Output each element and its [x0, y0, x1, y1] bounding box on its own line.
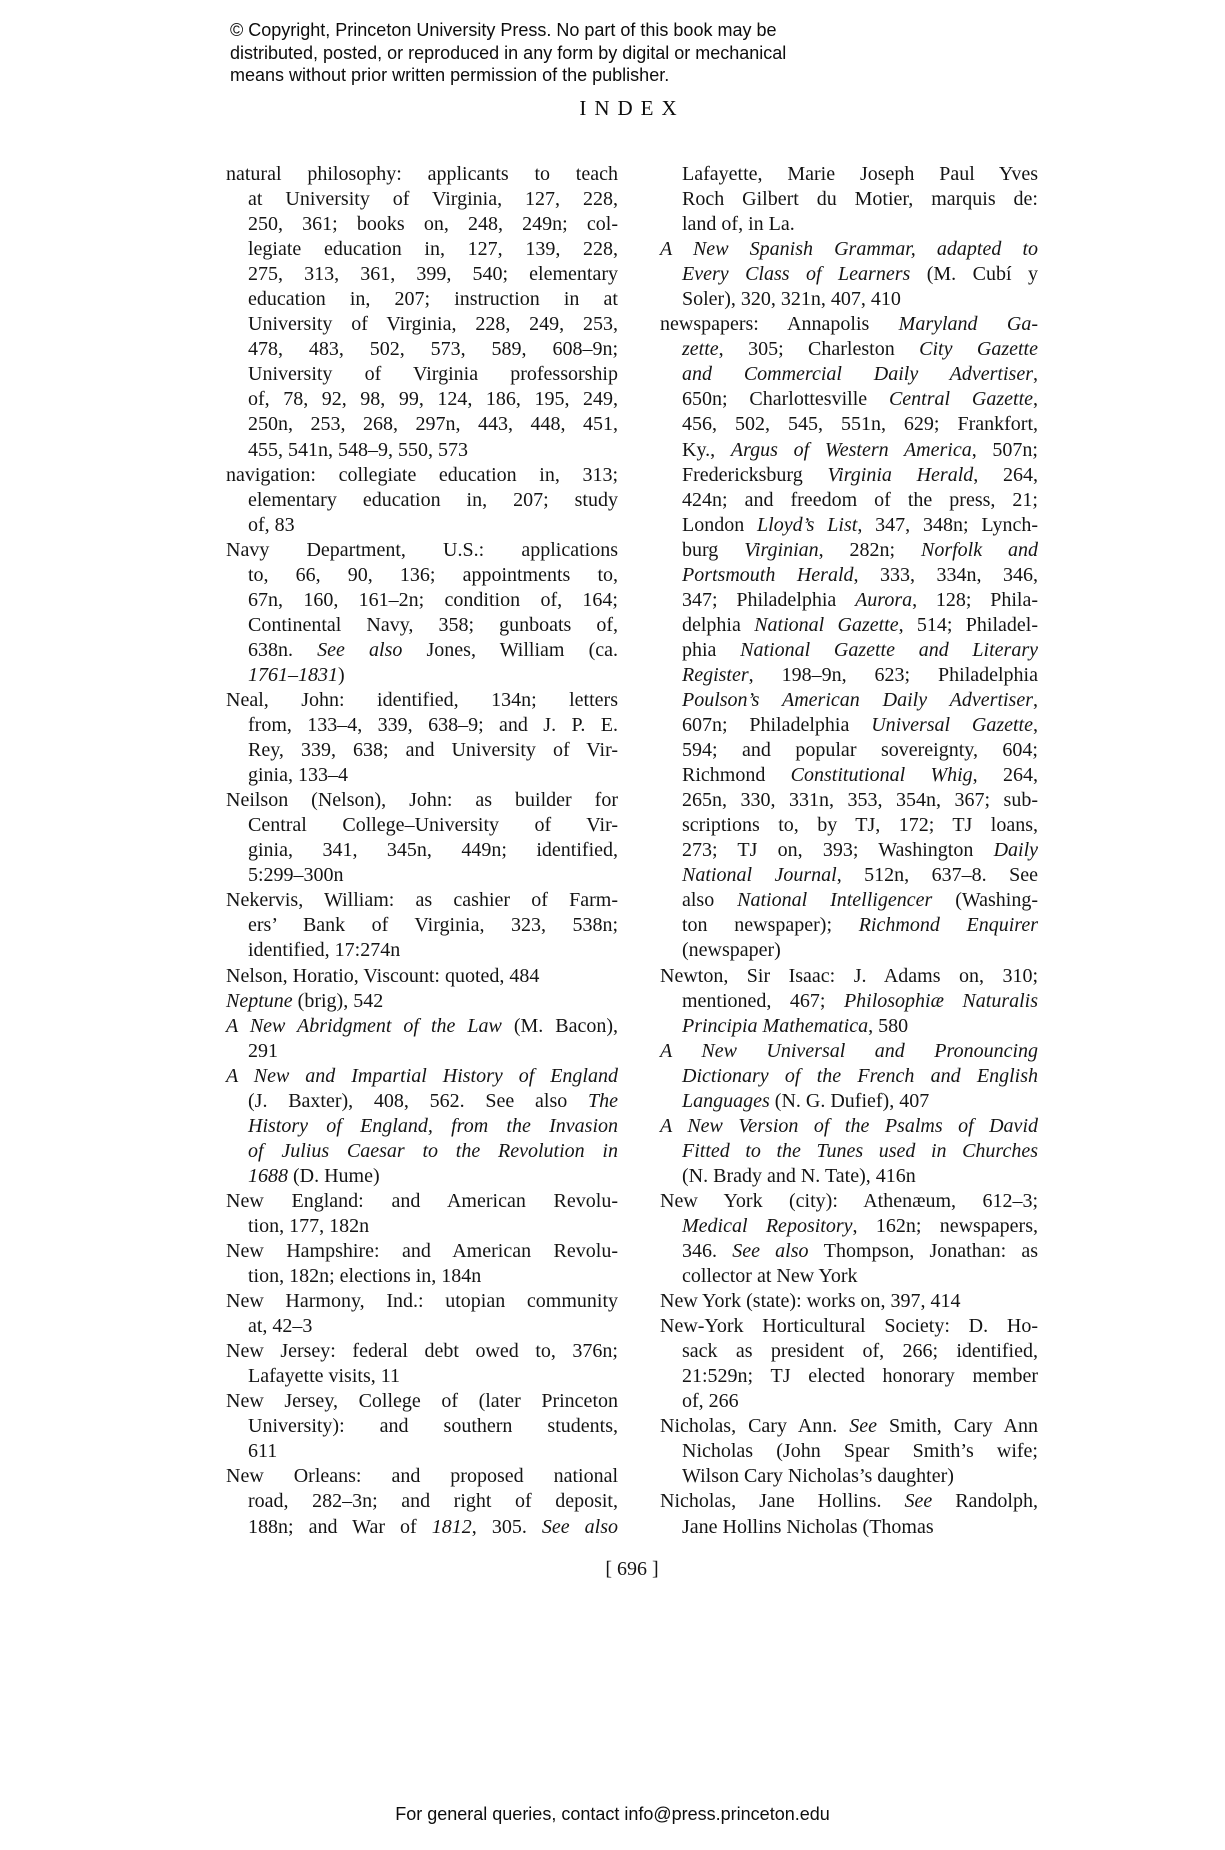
- index-line: 275, 313, 361, 399, 540; elementary: [248, 263, 618, 286]
- index-line: collector at New York: [682, 1265, 858, 1288]
- index-line: A New Version of the Psalms of David: [660, 1114, 1038, 1137]
- copyright-line: © Copyright, Princeton University Press. No part of this book may be: [230, 20, 777, 40]
- index-line: Nicholas, Cary Ann. See Smith, Cary Ann: [660, 1415, 1038, 1438]
- index-entry: [660, 1314, 1038, 1414]
- index-line: sack as president of, 266; identified,: [682, 1340, 1038, 1363]
- index-line: 607n; Philadelphia Universal Gazette,: [682, 714, 1038, 737]
- index-line: ton newspaper); Richmond Enquirer: [682, 914, 1038, 937]
- index-line: 456, 502, 545, 551n, 629; Frankfort,: [682, 413, 1038, 436]
- index-line: New Jersey: federal debt owed to, 376n;: [226, 1340, 618, 1363]
- index-line: Dictionary of the French and English: [682, 1064, 1038, 1087]
- index-line: A New Universal and Pronouncing: [660, 1039, 1038, 1062]
- index-line: New Jersey, College of (later Princeton: [226, 1390, 618, 1413]
- index-entry: [226, 1389, 618, 1464]
- index-line: 5:299–300n: [248, 864, 344, 887]
- index-line: National Journal, 512n, 637–8. See: [682, 864, 1038, 887]
- index-line: Nicholas (John Spear Smith’s wife;: [682, 1440, 1038, 1463]
- copyright-notice: [230, 19, 786, 87]
- index-line: ers’ Bank of Virginia, 323, 538n;: [248, 914, 618, 937]
- index-line: 250n, 253, 268, 297n, 443, 448, 451,: [248, 413, 618, 436]
- index-line: A New and Impartial History of England: [226, 1064, 618, 1087]
- index-line: 291: [248, 1039, 278, 1062]
- index-line: Principia Mathematica, 580: [682, 1014, 909, 1037]
- index-line: Wilson Cary Nicholas’s daughter): [682, 1465, 954, 1488]
- index-line: Every Class of Learners (M. Cubí y: [682, 263, 1038, 286]
- index-line: ginia, 133–4: [248, 764, 348, 787]
- index-line: 478, 483, 502, 573, 589, 608–9n;: [248, 338, 618, 361]
- index-line: 347; Philadelphia Aurora, 128; Phila-: [682, 588, 1038, 611]
- index-entry: [660, 162, 1038, 237]
- index-entry: [660, 1414, 1038, 1489]
- index-entry: [660, 1289, 1038, 1314]
- index-line: New Hampshire: and American Revolu-: [226, 1240, 618, 1263]
- index-line: 455, 541n, 548–9, 550, 573: [248, 438, 468, 461]
- index-line: New-York Horticultural Society: D. Ho-: [660, 1315, 1038, 1338]
- index-entry: [226, 538, 618, 688]
- index-line: University of Virginia, 228, 249, 253,: [248, 313, 618, 336]
- index-line: Ky., Argus of Western America, 507n;: [682, 438, 1038, 461]
- index-entry: [660, 1489, 1038, 1539]
- index-line: Soler), 320, 321n, 407, 410: [682, 288, 901, 311]
- index-line: Lafayette, Marie Joseph Paul Yves: [682, 163, 1038, 185]
- index-line: natural philosophy: applicants to teach: [226, 163, 618, 185]
- index-line: phia National Gazette and Literary: [682, 638, 1038, 661]
- index-entry: [660, 237, 1038, 312]
- index-line: Jane Hollins Nicholas (Thomas: [682, 1515, 934, 1538]
- index-line: at, 42–3: [248, 1315, 313, 1338]
- index-line: 424n; and freedom of the press, 21;: [682, 488, 1038, 511]
- index-line: London Lloyd’s List, 347, 348n; Lynch-: [682, 513, 1038, 536]
- index-line: 188n; and War of 1812, 305. See also: [248, 1515, 619, 1538]
- index-line: 594; and popular sovereignty, 604;: [682, 739, 1038, 762]
- index-line: Medical Repository, 162n; newspapers,: [682, 1214, 1038, 1237]
- index-entry: [226, 1339, 618, 1389]
- index-line: Neal, John: identified, 134n; letters: [226, 688, 618, 711]
- index-line: 250, 361; books on, 248, 249n; col-: [248, 213, 618, 236]
- index-entry: [226, 688, 618, 788]
- index-line: elementary education in, 207; study: [248, 488, 618, 511]
- index-line: 650n; Charlottesville Central Gazette,: [682, 388, 1038, 411]
- page-number: [ 696 ]: [605, 1558, 659, 1580]
- index-column-left: [226, 162, 618, 1540]
- index-entry: [226, 788, 618, 888]
- copyright-line: means without prior written permission of the publisher.: [230, 65, 670, 85]
- index-line: Poulson’s American Daily Advertiser,: [682, 688, 1038, 711]
- index-entry: [660, 1039, 1038, 1114]
- index-line: Portsmouth Herald, 333, 334n, 346,: [682, 563, 1038, 586]
- index-line: scriptions to, by TJ, 172; TJ loans,: [682, 814, 1038, 837]
- index-line: New York (state): works on, 397, 414: [660, 1290, 961, 1313]
- index-entry: [226, 1014, 618, 1064]
- index-line: Neptune (brig), 542: [226, 989, 384, 1012]
- page-title: INDEX: [579, 96, 685, 120]
- index-line: New Orleans: and proposed national: [226, 1465, 618, 1488]
- index-line: A New Spanish Grammar, adapted to: [660, 238, 1038, 261]
- index-line: 1761–1831): [248, 663, 345, 686]
- index-line: to, 66, 90, 136; appointments to,: [248, 563, 618, 586]
- index-line: Neilson (Nelson), John: as builder for: [226, 789, 618, 812]
- index-line: 1688 (D. Hume): [248, 1164, 380, 1187]
- index-line: Roch Gilbert du Motier, marquis de:: [682, 188, 1038, 211]
- index-line: 346. See also Thompson, Jonathan: as: [682, 1240, 1039, 1263]
- index-line: University): and southern students,: [248, 1415, 618, 1438]
- index-line: of, 78, 92, 98, 99, 124, 186, 195, 249,: [248, 388, 618, 411]
- index-entry: [226, 1464, 618, 1539]
- index-line: 21:529n; TJ elected honorary member: [682, 1365, 1038, 1388]
- index-entry: [226, 1289, 618, 1339]
- index-line: History of England, from the Invasion: [248, 1114, 618, 1137]
- index-line: (J. Baxter), 408, 562. See also The: [248, 1089, 618, 1112]
- index-entry: [660, 1114, 1038, 1189]
- index-entry: [226, 162, 618, 463]
- index-entry: [660, 1189, 1038, 1289]
- index-entry: [226, 463, 618, 538]
- index-line: also National Intelligencer (Washing-: [682, 889, 1039, 912]
- index-line: education in, 207; instruction in at: [248, 288, 618, 311]
- copyright-line: distributed, posted, or reproduced in any form by digital or mechanical: [230, 42, 787, 63]
- index-line: newspapers: Annapolis Maryland Ga-: [660, 313, 1038, 336]
- index-column-right: [660, 162, 1038, 1540]
- index-line: New England: and American Revolu-: [226, 1189, 618, 1212]
- index-line: Continental Navy, 358; gunboats of,: [248, 613, 618, 636]
- index-entry: [226, 989, 618, 1014]
- index-line: tion, 177, 182n: [248, 1214, 370, 1237]
- index-line: of, 266: [682, 1390, 739, 1413]
- index-line: and Commercial Daily Advertiser,: [682, 363, 1038, 386]
- index-entry: [226, 1189, 618, 1239]
- index-entry: [226, 964, 618, 989]
- index-line: Nelson, Horatio, Viscount: quoted, 484: [226, 964, 540, 987]
- index-line: Newton, Sir Isaac: J. Adams on, 310;: [660, 964, 1038, 987]
- index-line: delphia National Gazette, 514; Philadel-: [682, 613, 1038, 636]
- index-line: Nekervis, William: as cashier of Farm-: [226, 889, 618, 912]
- index-entry: [226, 1064, 618, 1189]
- index-line: 273; TJ on, 393; Washington Daily: [682, 839, 1038, 862]
- index-line: legiate education in, 127, 139, 228,: [248, 238, 618, 261]
- index-entry: [226, 888, 618, 963]
- index-line: tion, 182n; elections in, 184n: [248, 1265, 482, 1288]
- index-line: (newspaper): [682, 939, 781, 962]
- index-line: Rey, 339, 638; and University of Vir-: [248, 739, 618, 762]
- index-line: 265n, 330, 331n, 353, 354n, 367; sub-: [682, 789, 1038, 812]
- index-line: at University of Virginia, 127, 228,: [248, 188, 618, 211]
- index-entry: [226, 1239, 618, 1289]
- index-line: land of, in La.: [682, 213, 795, 236]
- index-entry: [660, 312, 1038, 963]
- index-line: 67n, 160, 161–2n; condition of, 164;: [248, 588, 618, 611]
- index-line: Register, 198–9n, 623; Philadelphia: [682, 663, 1038, 686]
- index-line: Lafayette visits, 11: [248, 1365, 400, 1388]
- index-line: navigation: collegiate education in, 313;: [226, 463, 618, 486]
- index-line: identified, 17:274n: [248, 939, 401, 962]
- index-line: zette, 305; Charleston City Gazette: [682, 338, 1038, 361]
- index-line: from, 133–4, 339, 638–9; and J. P. E.: [248, 714, 618, 737]
- index-line: road, 282–3n; and right of deposit,: [248, 1490, 618, 1513]
- index-line: Languages (N. G. Dufief), 407: [682, 1089, 930, 1112]
- index-line: A New Abridgment of the Law (M. Bacon),: [226, 1014, 619, 1037]
- index-line: Navy Department, U.S.: applications: [226, 538, 618, 561]
- index-line: Fredericksburg Virginia Herald, 264,: [682, 463, 1038, 486]
- index-line: 611: [248, 1440, 278, 1463]
- index-line: Central College–University of Vir-: [248, 814, 618, 837]
- index-line: (N. Brady and N. Tate), 416n: [682, 1164, 916, 1187]
- index-line: Fitted to the Tunes used in Churches: [682, 1139, 1038, 1162]
- index-line: burg Virginian, 282n; Norfolk and: [682, 538, 1038, 561]
- index-line: of, 83: [248, 513, 295, 536]
- index-line: University of Virginia professorship: [248, 363, 618, 386]
- index-line: Richmond Constitutional Whig, 264,: [682, 764, 1038, 787]
- index-line: New Harmony, Ind.: utopian community: [226, 1290, 618, 1313]
- index-line: ginia, 341, 345n, 449n; identified,: [248, 839, 618, 862]
- index-line: of Julius Caesar to the Revolution in: [248, 1139, 618, 1162]
- index-line: mentioned, 467; Philosophiæ Naturalis: [682, 989, 1038, 1012]
- index-line: Nicholas, Jane Hollins. See Randolph,: [660, 1490, 1038, 1513]
- index-line: New York (city): Athenæum, 612–3;: [660, 1189, 1038, 1212]
- index-line: 638n. See also Jones, William (ca.: [248, 638, 619, 661]
- footer-contact: For general queries, contact info@press.princeton.edu: [395, 1804, 830, 1824]
- index-entry: [660, 964, 1038, 1039]
